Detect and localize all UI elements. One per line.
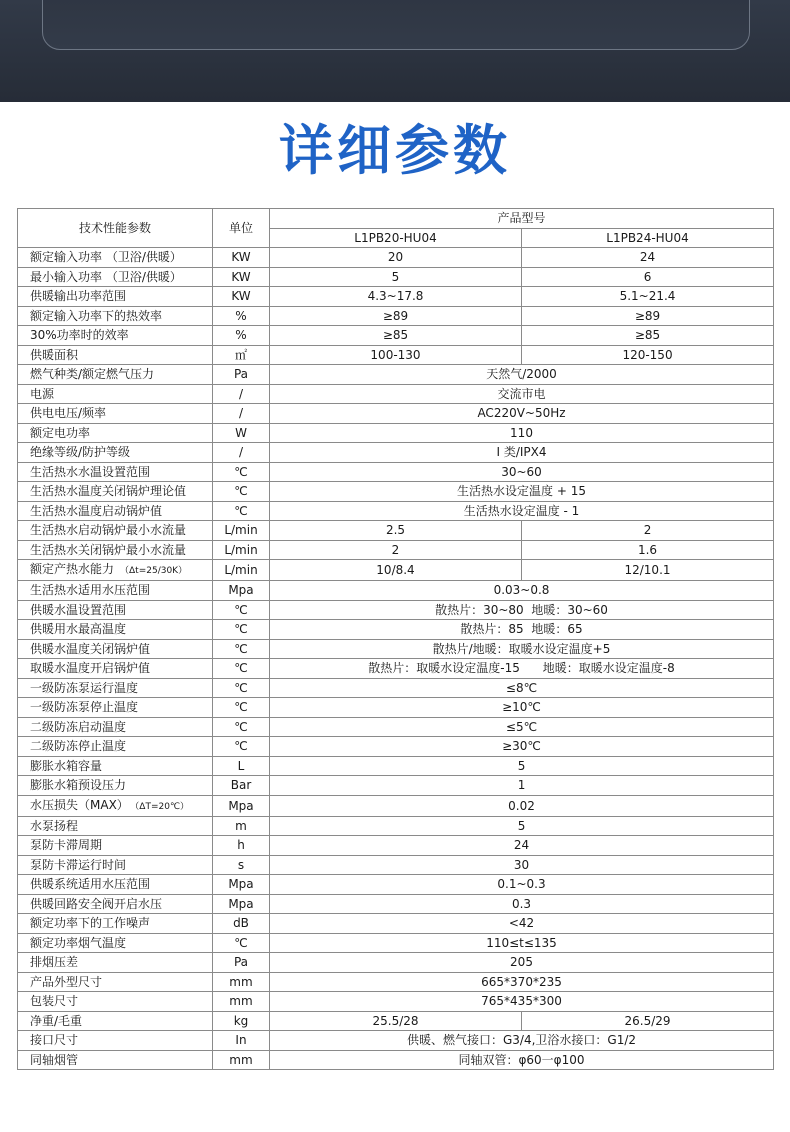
param-name — [18, 462, 213, 482]
param-value-shared: 0.1~0.3 — [270, 875, 774, 895]
table-row — [18, 462, 774, 482]
table-row — [18, 521, 774, 541]
table-row — [18, 953, 774, 973]
param-unit: ℃ — [213, 659, 270, 679]
param-name — [18, 659, 213, 679]
param-value-shared: 同轴双管：φ60一φ100 — [270, 1050, 774, 1070]
param-unit: / — [213, 384, 270, 404]
param-name-note: （Δt=25/30K） — [120, 566, 188, 576]
header-param: 技术性能参数 — [18, 209, 213, 248]
param-name — [18, 875, 213, 895]
param-value-shared: 散热片/地暖：取暖水设定温度+5 — [270, 639, 774, 659]
param-value-model-a: 10/8.4 — [270, 560, 522, 581]
param-unit: h — [213, 836, 270, 856]
param-name — [18, 836, 213, 856]
table-row — [18, 443, 774, 463]
table-row — [18, 501, 774, 521]
param-value-shared: 24 — [270, 836, 774, 856]
param-value-shared: 1 — [270, 776, 774, 796]
param-name — [18, 423, 213, 443]
param-name-text: 额定电功率 — [30, 425, 91, 440]
table-row — [18, 540, 774, 560]
param-value-model-b: 1.6 — [522, 540, 774, 560]
param-name — [18, 953, 213, 973]
param-unit: ℃ — [213, 501, 270, 521]
table-row — [18, 306, 774, 326]
param-unit: ℃ — [213, 698, 270, 718]
param-name-text: 绝缘等级/防护等级 — [30, 445, 131, 460]
param-value-model-b: 24 — [522, 248, 774, 268]
param-value-shared: 5 — [270, 756, 774, 776]
table-row — [18, 914, 774, 934]
param-unit: L/min — [213, 540, 270, 560]
table-row — [18, 581, 774, 601]
param-unit: Pa — [213, 953, 270, 973]
param-name — [18, 678, 213, 698]
table-row — [18, 404, 774, 424]
param-name — [18, 992, 213, 1012]
param-unit: KW — [213, 267, 270, 287]
param-name-text: 一级防冻泵运行温度 — [30, 680, 139, 695]
param-unit: ℃ — [213, 462, 270, 482]
param-name-text: 净重/毛重 — [30, 1013, 83, 1028]
param-unit: / — [213, 404, 270, 424]
table-row — [18, 267, 774, 287]
param-unit: dB — [213, 914, 270, 934]
param-value-shared: ≤8℃ — [270, 678, 774, 698]
param-name — [18, 717, 213, 737]
table-row — [18, 1050, 774, 1070]
param-name — [18, 639, 213, 659]
param-value-shared: 交流市电 — [270, 384, 774, 404]
param-name — [18, 248, 213, 268]
table-row — [18, 620, 774, 640]
param-unit: % — [213, 306, 270, 326]
param-value-shared: 110≤t≤135 — [270, 933, 774, 953]
param-name — [18, 600, 213, 620]
param-name-text: 最小输入功率 （卫浴/供暖） — [30, 269, 182, 284]
param-name — [18, 737, 213, 757]
param-unit: % — [213, 326, 270, 346]
param-unit: ℃ — [213, 600, 270, 620]
param-value-shared: 生活热水设定温度 + 15 — [270, 482, 774, 502]
param-unit: ℃ — [213, 737, 270, 757]
table-row — [18, 816, 774, 836]
table-row — [18, 600, 774, 620]
param-name — [18, 404, 213, 424]
param-name — [18, 855, 213, 875]
param-name-text: 水泵扬程 — [30, 818, 79, 833]
param-name-text: 电源 — [30, 386, 55, 401]
param-value-shared: ≥10℃ — [270, 698, 774, 718]
banner-panel — [42, 0, 750, 50]
param-name-text: 产品外型尺寸 — [30, 974, 103, 989]
param-value-model-a: 20 — [270, 248, 522, 268]
header-row — [18, 209, 774, 229]
param-value-shared: 散热片：85 地暖：65 — [270, 620, 774, 640]
param-value-shared: 30 — [270, 855, 774, 875]
param-name-text: 包装尺寸 — [30, 994, 79, 1009]
param-name-text: 额定功率烟气温度 — [30, 935, 127, 950]
table-row — [18, 717, 774, 737]
param-name-text: 同轴烟管 — [30, 1052, 79, 1067]
param-value-shared: ≤5℃ — [270, 717, 774, 737]
param-value-shared: 0.03~0.8 — [270, 581, 774, 601]
table-row — [18, 326, 774, 346]
param-unit: mm — [213, 992, 270, 1012]
table-row — [18, 482, 774, 502]
param-value-model-a: ≥89 — [270, 306, 522, 326]
param-unit: ℃ — [213, 933, 270, 953]
param-name — [18, 521, 213, 541]
param-name-note: （ΔT=20℃） — [134, 801, 190, 812]
table-row — [18, 365, 774, 385]
param-value-shared: 生活热水设定温度 - 1 — [270, 501, 774, 521]
param-name — [18, 287, 213, 307]
param-unit: kg — [213, 1011, 270, 1031]
param-name — [18, 776, 213, 796]
param-value-model-a: 5 — [270, 267, 522, 287]
param-value-shared: I 类/IPX4 — [270, 443, 774, 463]
param-value-model-a: ≥85 — [270, 326, 522, 346]
table-row — [18, 345, 774, 365]
param-name-text: 生活热水适用水压范围 — [30, 583, 151, 598]
table-row — [18, 992, 774, 1012]
param-name — [18, 816, 213, 836]
param-name-text: 泵防卡滞周期 — [30, 838, 103, 853]
param-unit: s — [213, 855, 270, 875]
param-value-shared: ≥30℃ — [270, 737, 774, 757]
param-name — [18, 581, 213, 601]
param-name-text: 取暖水温度开启锅炉值 — [30, 661, 151, 676]
param-name — [18, 698, 213, 718]
param-name — [18, 326, 213, 346]
param-value-shared: 110 — [270, 423, 774, 443]
param-name-text: 额定功率下的工作噪声 — [30, 916, 151, 931]
table-row — [18, 698, 774, 718]
param-name-text: 燃气种类/额定燃气压力 — [30, 367, 155, 382]
param-unit: KW — [213, 287, 270, 307]
param-value-model-b: 5.1~21.4 — [522, 287, 774, 307]
table-row — [18, 875, 774, 895]
param-value-model-b: ≥89 — [522, 306, 774, 326]
table-row — [18, 678, 774, 698]
param-unit: ℃ — [213, 620, 270, 640]
param-value-model-b: 120-150 — [522, 345, 774, 365]
param-name — [18, 384, 213, 404]
param-name — [18, 267, 213, 287]
param-unit: ℃ — [213, 678, 270, 698]
table-row — [18, 756, 774, 776]
param-value-shared: AC220V~50Hz — [270, 404, 774, 424]
param-name-text: 额定输入功率 （卫浴/供暖） — [30, 250, 182, 265]
param-value-shared: 5 — [270, 816, 774, 836]
param-unit: Mpa — [213, 875, 270, 895]
param-value-model-a: 25.5/28 — [270, 1011, 522, 1031]
param-name — [18, 540, 213, 560]
param-unit: Pa — [213, 365, 270, 385]
param-name — [18, 482, 213, 502]
param-name-text: 供暖面积 — [30, 347, 79, 362]
table-row — [18, 894, 774, 914]
param-value-model-b: 6 — [522, 267, 774, 287]
param-name-text: 生活热水关闭锅炉最小水流量 — [30, 542, 187, 557]
param-value-shared: 供暖、燃气接口：G3/4,卫浴水接口：G1/2 — [270, 1031, 774, 1051]
param-value-shared: 散热片：取暖水设定温度-15 地暖：取暖水设定温度-8 — [270, 659, 774, 679]
param-name-text: 水压损失（MAX） — [30, 797, 129, 812]
param-value-shared: 205 — [270, 953, 774, 973]
param-value-model-a: 2.5 — [270, 521, 522, 541]
param-name — [18, 933, 213, 953]
param-value-model-a: 2 — [270, 540, 522, 560]
param-unit: ㎡ — [213, 345, 270, 365]
param-value-model-a: 4.3~17.8 — [270, 287, 522, 307]
param-name — [18, 914, 213, 934]
table-row — [18, 972, 774, 992]
param-unit: m — [213, 816, 270, 836]
param-unit: Mpa — [213, 795, 270, 816]
page-title: 详细参数 — [279, 119, 511, 182]
param-value-shared: 765*435*300 — [270, 992, 774, 1012]
param-unit: L/min — [213, 521, 270, 541]
param-name-text: 供暖水温度关闭锅炉值 — [30, 641, 151, 656]
spec-table — [17, 208, 774, 1070]
param-name-text: 供暖回路安全阀开启水压 — [30, 896, 163, 911]
param-unit: Bar — [213, 776, 270, 796]
table-row — [18, 560, 774, 581]
param-name-text: 二级防冻启动温度 — [30, 719, 127, 734]
table-row — [18, 659, 774, 679]
param-value-shared: 0.02 — [270, 795, 774, 816]
table-row — [18, 836, 774, 856]
param-name — [18, 795, 213, 816]
param-name — [18, 972, 213, 992]
param-name-text: 生活热水温度关闭锅炉理论值 — [30, 484, 187, 499]
param-name — [18, 443, 213, 463]
header-model-a: L1PB20-HU04 — [270, 228, 522, 248]
param-name — [18, 560, 213, 581]
header-model-b: L1PB24-HU04 — [522, 228, 774, 248]
table-row — [18, 1011, 774, 1031]
table-row — [18, 287, 774, 307]
param-name — [18, 1031, 213, 1051]
param-name — [18, 894, 213, 914]
param-name — [18, 620, 213, 640]
param-name-text: 额定产热水能力 — [30, 562, 115, 576]
param-name-text: 30%功率时的效率 — [30, 328, 129, 343]
table-row — [18, 855, 774, 875]
table-row — [18, 423, 774, 443]
param-name-text: 泵防卡滞运行时间 — [30, 857, 127, 872]
param-name-text: 供暖输出功率范围 — [30, 289, 127, 304]
top-banner — [0, 0, 790, 102]
param-name-text: 膨胀水箱预设压力 — [30, 778, 127, 793]
param-name-text: 排烟压差 — [30, 955, 79, 970]
param-unit: Mpa — [213, 894, 270, 914]
param-unit: / — [213, 443, 270, 463]
param-unit: ℃ — [213, 717, 270, 737]
param-name-text: 二级防冻停止温度 — [30, 739, 127, 754]
param-value-shared: <42 — [270, 914, 774, 934]
param-name — [18, 1050, 213, 1070]
header-model-group: 产品型号 — [270, 209, 774, 229]
param-unit: ℃ — [213, 639, 270, 659]
param-value-shared: 散热片：30~80 地暖：30~60 — [270, 600, 774, 620]
param-unit: mm — [213, 972, 270, 992]
param-name — [18, 756, 213, 776]
param-value-model-b: 2 — [522, 521, 774, 541]
table-row — [18, 776, 774, 796]
param-name — [18, 365, 213, 385]
param-unit: mm — [213, 1050, 270, 1070]
table-row — [18, 737, 774, 757]
param-name-text: 膨胀水箱容量 — [30, 758, 103, 773]
param-name-text: 额定输入功率下的热效率 — [30, 308, 163, 323]
param-value-shared: 0.3 — [270, 894, 774, 914]
param-name-text: 生活热水温度启动锅炉值 — [30, 503, 163, 518]
table-row — [18, 1031, 774, 1051]
param-name-text: 供暖水温设置范围 — [30, 602, 127, 617]
param-value-model-b: ≥85 — [522, 326, 774, 346]
param-value-model-b: 26.5/29 — [522, 1011, 774, 1031]
param-name-text: 供电电压/频率 — [30, 406, 107, 421]
param-unit: W — [213, 423, 270, 443]
param-unit: KW — [213, 248, 270, 268]
table-row — [18, 795, 774, 816]
table-row — [18, 639, 774, 659]
param-value-model-a: 100-130 — [270, 345, 522, 365]
param-name-text: 一级防冻泵停止温度 — [30, 700, 139, 715]
param-value-shared: 天然气/2000 — [270, 365, 774, 385]
param-name — [18, 345, 213, 365]
param-name-text: 生活热水启动锅炉最小水流量 — [30, 523, 187, 538]
param-name — [18, 501, 213, 521]
param-name-text: 接口尺寸 — [30, 1033, 79, 1048]
param-name — [18, 306, 213, 326]
table-row — [18, 248, 774, 268]
table-row — [18, 933, 774, 953]
param-name-text: 供暖用水最高温度 — [30, 622, 127, 637]
param-unit: ℃ — [213, 482, 270, 502]
param-value-shared: 665*370*235 — [270, 972, 774, 992]
param-name-text: 供暖系统适用水压范围 — [30, 877, 151, 892]
param-unit: In — [213, 1031, 270, 1051]
param-unit: L — [213, 756, 270, 776]
param-value-model-b: 12/10.1 — [522, 560, 774, 581]
param-unit: Mpa — [213, 581, 270, 601]
param-value-shared: 30~60 — [270, 462, 774, 482]
param-unit: L/min — [213, 560, 270, 581]
param-name-text: 生活热水水温设置范围 — [30, 464, 151, 479]
param-name — [18, 1011, 213, 1031]
header-unit: 单位 — [213, 209, 270, 248]
table-row — [18, 384, 774, 404]
